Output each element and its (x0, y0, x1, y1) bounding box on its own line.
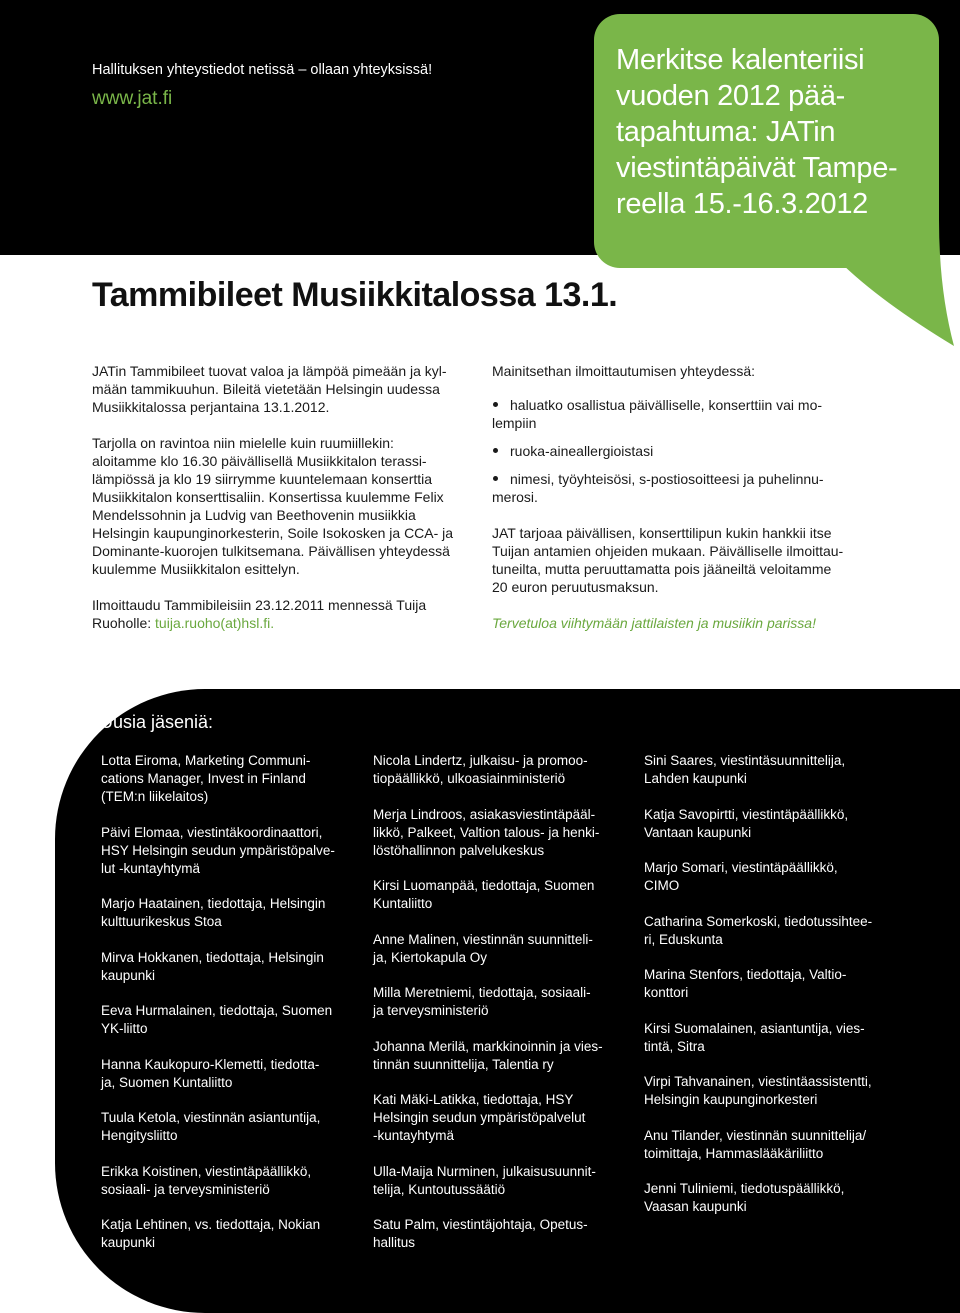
member-line: Katja Savopirtti, viestintäpäällikkö, (644, 806, 849, 822)
text-line: Dominante-kuorojen tulkitsemana. Päivällisen yhteydessä (92, 543, 450, 559)
event-description (92, 362, 482, 632)
bullet-item: haluatko osallistua päivälliselle, konserttiin vai mo- (492, 396, 882, 414)
text-line: Musiikkitalossa perjantaina 13.1.2012. (92, 399, 330, 415)
member-line: ja terveysministeriö (373, 1003, 489, 1018)
member-line: Vantaan kaupunki (644, 824, 752, 840)
member-entry (644, 752, 894, 788)
member-entry (101, 1216, 351, 1252)
bullet-continuation: lempiin (492, 415, 537, 431)
member-entry (373, 1091, 623, 1145)
member-entry (644, 806, 894, 842)
bullet-item: ruoka-aineallergioistasi (492, 442, 882, 460)
member-line: Hanna Kaukopuro-Klemetti, tiedotta- (101, 1056, 320, 1072)
text-line: Tuijan antamien ohjeiden mukaan. Päivälliselle ilmoittau- (492, 543, 844, 559)
member-entry (644, 913, 894, 949)
member-line: Marjo Somari, viestintäpäällikkö, (644, 860, 838, 875)
member-entry (101, 949, 351, 985)
bubble-line: tapahtuma: JATin (616, 116, 836, 148)
bullet-item: nimesi, työyhteisösi, s-postiosoitteesi ja puhelinnu- (492, 470, 882, 488)
text-line: Tarjolla on ravintoa niin mielelle kuin ruumiillekin: (92, 435, 394, 451)
header-tagline: Hallituksen yhteystiedot netissä – ollaan yhteyksissä! (92, 62, 433, 78)
member-line: ja, Suomen Kuntaliitto (101, 1074, 233, 1090)
member-entry (101, 752, 351, 806)
text-line: lämpiössä ja klo 19 siirrymme kuuntelemaan konserttia (92, 471, 433, 487)
member-entry (101, 1002, 351, 1038)
bubble-line: reella 15.-16.3.2012 (616, 188, 868, 220)
page-title: Tammibileet Musiikkitalossa 13.1. (92, 276, 618, 314)
member-entry (101, 1056, 351, 1092)
member-line: tinnän suunnittelija, Talentia ry (373, 1056, 554, 1072)
member-line: Kirsi Luomanpää, tiedottaja, Suomen (373, 878, 595, 893)
member-line: Mirva Hokkanen, tiedottaja, Helsingin (101, 949, 324, 965)
member-line: Milla Meretniemi, tiedottaja, sosiaali- (373, 985, 591, 1000)
registration-info (492, 362, 882, 632)
registration-paragraph (92, 596, 482, 632)
member-line: tintä, Sitra (644, 1038, 705, 1054)
text-line: 20 euron peruutusmaksun. (492, 579, 659, 595)
member-line: Lahden kaupunki (644, 771, 747, 786)
member-line: hallitus (373, 1235, 416, 1250)
member-line: ri, Eduskunta (644, 931, 723, 947)
member-line: CIMO (644, 878, 680, 893)
member-line: Anne Malinen, viestinnän suunnitteli- (373, 931, 593, 947)
member-entry (644, 1180, 894, 1216)
member-line: Jenni Tuliniemi, tiedotuspäällikkö, (644, 1181, 845, 1196)
member-entry (644, 1127, 894, 1163)
member-line: kaupunki (101, 967, 156, 983)
member-entry (373, 931, 623, 967)
member-entry (373, 752, 623, 788)
member-line: HSY Helsingin seudun ympäristöpalve- (101, 842, 335, 858)
member-line: Marina Stenfors, tiedottaja, Valtio- (644, 967, 847, 982)
member-line: konttori (644, 985, 689, 1000)
member-line: YK-liitto (101, 1021, 148, 1036)
bubble-announcement (616, 42, 936, 222)
member-line: tiopäällikkö, ulkoasiainministeriö (373, 771, 566, 786)
member-line: Sini Saares, viestintäsuunnittelija, (644, 753, 846, 768)
text-line: mään tammikuuhun. Bileitä vietetään Helsingin uudessa (92, 381, 440, 397)
fees-paragraph (492, 524, 882, 596)
program-paragraph (92, 434, 482, 578)
website-link[interactable]: www.jat.fi (92, 88, 173, 109)
text-line: Ilmoittaudu Tammibileisiin 23.12.2011 mennessä Tuija (92, 597, 427, 613)
member-line: (TEM:n liikelaitos) (101, 789, 209, 804)
text-line: kuulemme Musiikkitalon esittelyn. (92, 561, 300, 577)
member-line: ja, Kiertokapula Oy (373, 949, 488, 965)
member-entry (644, 966, 894, 1002)
member-entry (101, 1163, 351, 1199)
member-line: -kuntayhtymä (373, 1128, 455, 1143)
member-line: Nicola Lindertz, julkaisu- ja promoo- (373, 753, 588, 768)
bullet-continuation: merosi. (492, 489, 538, 505)
member-line: telija, Kuntoutussäätiö (373, 1181, 506, 1197)
member-entry (644, 859, 894, 895)
member-entry (373, 984, 623, 1020)
text-line (92, 614, 482, 632)
welcome-text: Tervetuloa viihtymään jattilaisten ja musiikin parissa! (492, 615, 816, 631)
text-line: aloitamme klo 16.30 päivällisellä Musiikkitalon terassi- (92, 453, 427, 469)
registration-intro: Mainitsethan ilmoittautumisen yhteydessä: (492, 363, 756, 379)
member-line: Hengitysliitto (101, 1128, 178, 1143)
members-column-2 (373, 752, 623, 1270)
member-line: kulttuurikeskus Stoa (101, 914, 222, 929)
member-entry (373, 877, 623, 913)
member-line: Vaasan kaupunki (644, 1199, 747, 1214)
bubble-line: Merkitse kalenteriisi (616, 44, 865, 76)
member-line: toimittaja, Hammaslääkäriliitto (644, 1145, 824, 1161)
text-line: JAT tarjoaa päivällisen, konserttilipun kukin hankkii itse (492, 525, 832, 541)
member-line: sosiaali- ja terveysministeriö (101, 1181, 270, 1197)
text-fragment: Ruoholle: (92, 615, 156, 631)
text-line: Musiikkitalon konserttisaliin. Konsertissa kuulemme Felix (92, 489, 444, 505)
member-line: Erikka Koistinen, viestintäpäällikkö, (101, 1163, 312, 1179)
member-line: Katja Lehtinen, vs. tiedottaja, Nokian (101, 1217, 321, 1232)
member-line: Kirsi Suomalainen, asiantuntija, vies- (644, 1020, 865, 1036)
member-entry (644, 1020, 894, 1056)
members-column-1 (101, 752, 351, 1270)
member-line: Virpi Tahvanainen, viestintäassistentti, (644, 1074, 872, 1089)
text-line: tuneilta, mutta peruuttamatta pois jääneiltä veloitamme (492, 561, 832, 577)
member-entry (373, 806, 623, 860)
new-members-title: Uusia jäseniä: (100, 712, 214, 732)
member-entry (101, 1109, 351, 1145)
member-line: Kati Mäki-Latikka, tiedottaja, HSY (373, 1092, 574, 1107)
member-line: Eeva Hurmalainen, tiedottaja, Suomen (101, 1003, 333, 1018)
member-line: Ulla-Maija Nurminen, julkaisusuunnit- (373, 1163, 596, 1179)
member-line: Marjo Haatainen, tiedottaja, Helsingin (101, 896, 326, 911)
bubble-line: vuoden 2012 pää- (616, 80, 846, 112)
member-line: Helsingin kaupunginorkesteri (644, 1092, 818, 1107)
member-line: Catharina Somerkoski, tiedotussihtee- (644, 913, 873, 929)
bubble-line: viestintäpäivät Tampe- (616, 152, 898, 184)
member-line: likkö, Palkeet, Valtion talous- ja henki- (373, 824, 600, 840)
member-line: Anu Tilander, viestinnän suunnittelija/ (644, 1127, 867, 1143)
text-line: Helsingin kaupunginorkesterin, Soile Isokosken ja CCA- ja (92, 525, 454, 541)
intro-paragraph (92, 362, 482, 416)
email-link[interactable]: tuija.ruoho(at)hsl.fi. (155, 615, 275, 631)
member-line: Merja Lindroos, asiakasviestintäpääl- (373, 806, 596, 822)
member-line: lut -kuntayhtymä (101, 860, 201, 876)
member-line: Helsingin seudun ympäristöpalvelut (373, 1110, 586, 1125)
member-line: Kuntaliitto (373, 896, 433, 911)
member-entry (101, 824, 351, 878)
member-entry (644, 1073, 894, 1109)
member-line: kaupunki (101, 1235, 156, 1250)
speech-bubble-tail (818, 220, 958, 348)
member-line: Tuula Ketola, viestinnän asiantuntija, (101, 1110, 321, 1125)
member-entry (373, 1216, 623, 1252)
member-line: Johanna Merilä, markkinoinnin ja vies- (373, 1038, 603, 1054)
member-line: Päivi Elomaa, viestintäkoordinaattori, (101, 824, 323, 840)
text-line: Mendelssohnin ja Ludvig van Beethovenin musiikkia (92, 507, 416, 523)
member-line: Lotta Eiroma, Marketing Communi- (101, 753, 311, 768)
member-line: cations Manager, Invest in Finland (101, 771, 306, 786)
member-entry (373, 1163, 623, 1199)
member-line: Satu Palm, viestintäjohtaja, Opetus- (373, 1217, 588, 1232)
text-line: JATin Tammibileet tuovat valoa ja lämpöä pimeään ja kyl- (92, 363, 447, 379)
member-entry (373, 1038, 623, 1074)
members-column-3 (644, 752, 894, 1234)
member-entry (101, 895, 351, 931)
member-line: löstöhallinnon palvelukeskus (373, 842, 545, 858)
